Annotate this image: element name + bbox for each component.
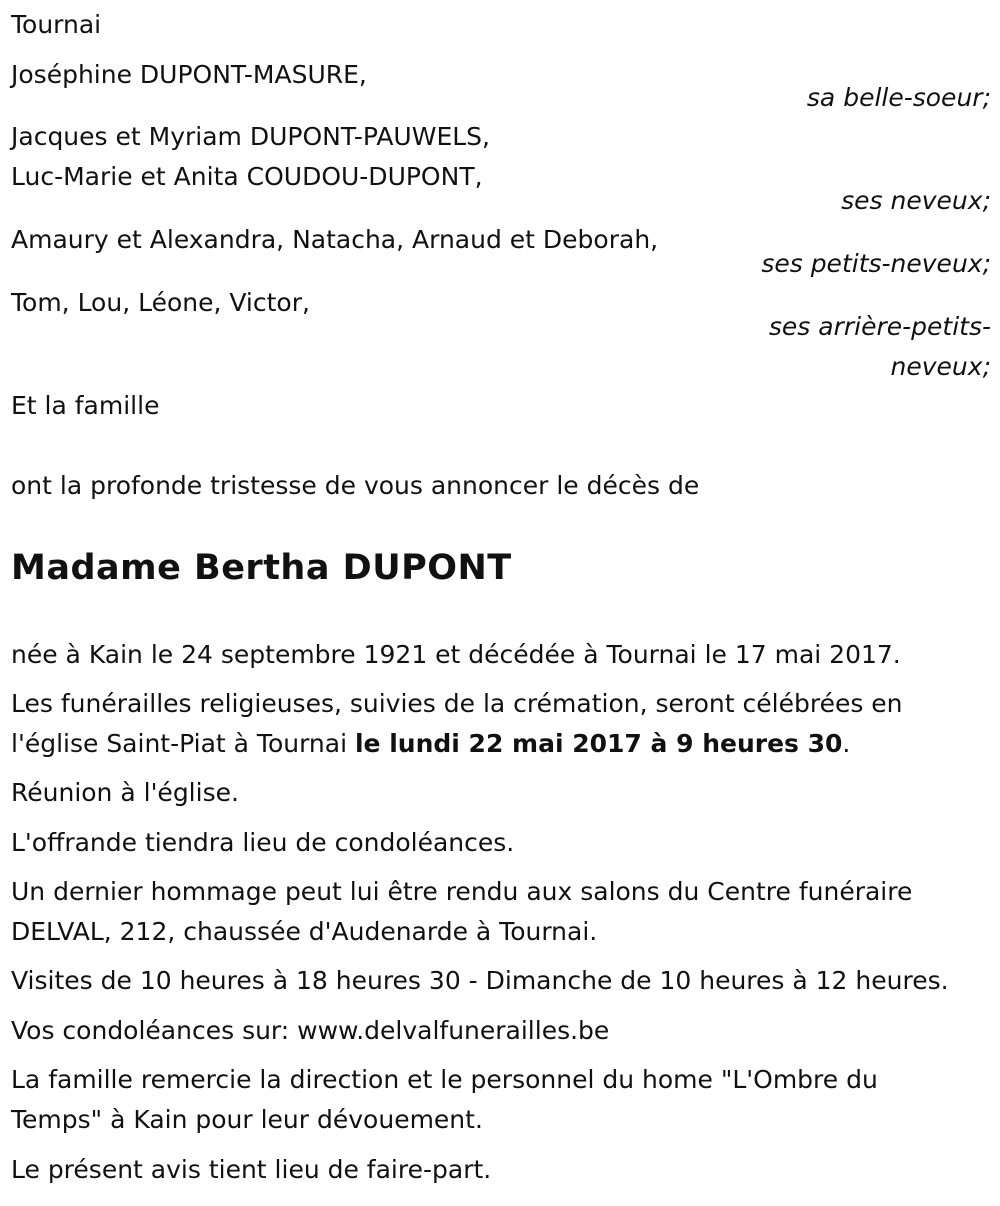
nephew-name: Luc-Marie et Anita COUDOU-DUPONT, bbox=[11, 162, 483, 191]
family-closing: Et la famille bbox=[11, 391, 160, 420]
funeral-location: l'église Saint-Piat à Tournai bbox=[11, 729, 355, 758]
funeral-datetime: le lundi 22 mai 2017 à 9 heures 30 bbox=[354, 729, 843, 758]
great-grand-nephews-names: Tom, Lou, Léone, Victor, bbox=[11, 288, 310, 317]
sister-in-law-role: sa belle-soeur; bbox=[806, 83, 991, 112]
great-grand-nephews-role: ses arrière-petits- bbox=[768, 312, 991, 341]
notice-statement: Le présent avis tient lieu de faire-part. bbox=[11, 1155, 492, 1184]
tribute-info-line2: DELVAL, 212, chaussée d'Audenarde à Tournai. bbox=[11, 917, 598, 946]
condolences-website: Vos condoléances sur: www.delvalfunerailles.be bbox=[11, 1016, 610, 1045]
city-name: Tournai bbox=[11, 10, 102, 39]
funeral-period: . bbox=[842, 729, 851, 758]
funeral-info-line1: Les funérailles religieuses, suivies de la crémation, seront célébrées en bbox=[11, 689, 903, 718]
offering-info: L'offrande tiendra lieu de condoléances. bbox=[11, 828, 515, 857]
meeting-info: Réunion à l'église. bbox=[11, 778, 239, 807]
funeral-info-line2 bbox=[11, 724, 850, 764]
deceased-name: Madame Bertha DUPONT bbox=[11, 548, 512, 588]
great-grand-nephews-role-continued: neveux; bbox=[890, 352, 991, 381]
thanks-line1: La famille remercie la direction et le personnel du home "L'Ombre du bbox=[11, 1065, 878, 1094]
sister-in-law-name: Joséphine DUPONT-MASURE, bbox=[11, 60, 367, 89]
nephews-role: ses neveux; bbox=[841, 186, 991, 215]
grand-nephews-names: Amaury et Alexandra, Natacha, Arnaud et Deborah, bbox=[11, 225, 659, 254]
nephew-name: Jacques et Myriam DUPONT-PAUWELS, bbox=[11, 122, 490, 151]
tribute-info-line1: Un dernier hommage peut lui être rendu aux salons du Centre funéraire bbox=[11, 877, 913, 906]
birth-death-dates: née à Kain le 24 septembre 1921 et décédée à Tournai le 17 mai 2017. bbox=[11, 640, 901, 669]
announcement-intro: ont la profonde tristesse de vous annoncer le décès de bbox=[11, 471, 700, 500]
grand-nephews-role: ses petits-neveux; bbox=[761, 249, 991, 278]
visit-hours: Visites de 10 heures à 18 heures 30 - Dimanche de 10 heures à 12 heures. bbox=[11, 966, 949, 995]
thanks-line2: Temps" à Kain pour leur dévouement. bbox=[11, 1105, 483, 1134]
